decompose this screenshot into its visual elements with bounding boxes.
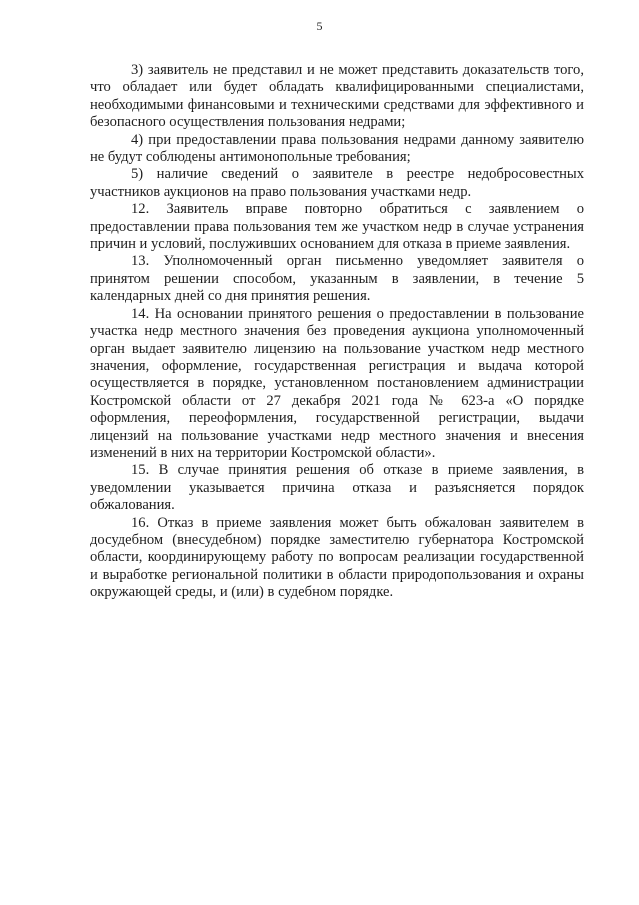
paragraph-clause-13: 13. Уполномоченный орган письменно уведомляет заявителя о принятом решении способом, указанным в заявлении, в течение 5 календарных дней со дня принятия решения. [90, 253, 584, 305]
document-body [90, 62, 584, 602]
paragraph-clause-16: 16. Отказ в приеме заявления может быть обжалован заявителем в досудебном (внесудебном) порядке заместителю губернатора Костромской области, координирующему работу по вопросам реализации государственной и выработке региональной политики в области природопользования и охраны окружающей среды, и (или) в судебном порядке. [90, 514, 584, 601]
page-number: 5 [316, 19, 323, 33]
paragraph-clause-14: 14. На основании принятого решения о предоставлении в пользование участка недр местного значения без проведения аукциона уполномоченный орган выдает заявителю лицензию на пользование участком недр местного значения, оформление, государственная регистрация и выдача которой осуществляется в порядке, установленном постановлением администрации Костромской области от 27 декабря 2021 года № 623-а «О порядке оформления, переоформления, государственной регистрации, выдачи лицензий на пользование участками недр местного значения и внесения изменений в них на территории Костромской области». [90, 305, 584, 461]
paragraph-item-3: 3) заявитель не представил и не может представить доказательств того, что обладает или будет обладать квалифицированными специалистами, необходимыми финансовыми и техническими средствами для эффективного и безопасного осуществления пользования недрами; [90, 62, 584, 131]
paragraph-item-4: 4) при предоставлении права пользования недрами данному заявителю не будут соблюдены антимонопольные требования; [90, 131, 584, 166]
paragraph-clause-12: 12. Заявитель вправе повторно обратиться с заявлением о предоставлении права пользования тем же участком недр в случае устранения причин и условий, послуживших основанием для отказа в приеме заявления. [90, 201, 584, 253]
paragraph-clause-15: 15. В случае принятия решения об отказе в приеме заявления, в уведомлении указывается причина отказа и разъясняется порядок обжалования. [90, 462, 584, 514]
paragraph-item-5: 5) наличие сведений о заявителе в реестре недобросовестных участников аукционов на право пользования участками недр. [90, 166, 584, 200]
